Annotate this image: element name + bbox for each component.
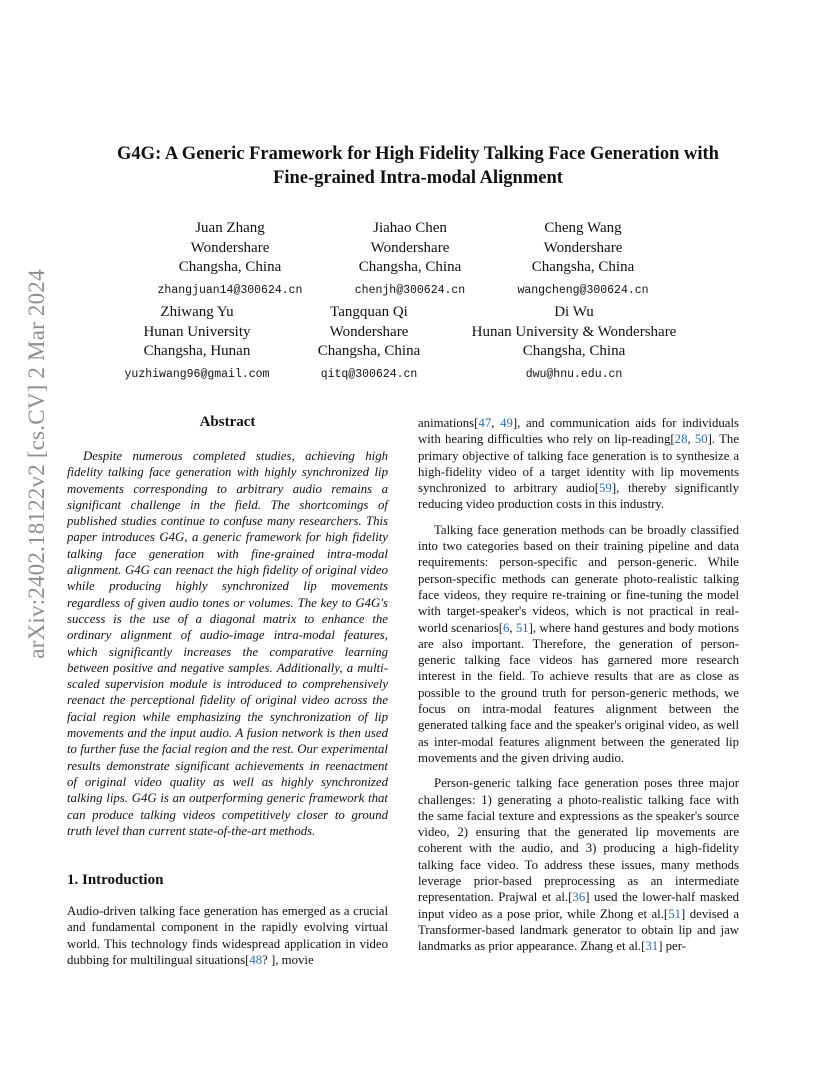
author-name: Juan Zhang [195, 220, 265, 236]
author-location: Changsha, China [531, 259, 635, 275]
author-name: Cheng Wang [544, 220, 622, 236]
citation-link[interactable]: 31 [645, 939, 659, 954]
body-text: ] per- [658, 939, 687, 954]
author-location: Changsha, China [522, 343, 626, 359]
author-email[interactable]: zhangjuan14@300624.cn [157, 283, 303, 297]
author-block [107, 303, 287, 384]
author-email[interactable]: chenjh@300624.cn [354, 283, 466, 297]
intro-text: Audio-driven talking face generation has emerged as a crucial and fundamental component in the rapidly evolving virtual world. This technology finds widespread application in video dubbing for multilingual situations[ [67, 904, 388, 967]
citation-link[interactable]: 50 [694, 432, 708, 447]
author-block [279, 303, 459, 384]
author-block [459, 303, 689, 384]
title-line-2: Fine-grained Intra-modal Alignment [273, 168, 563, 188]
author-location: Changsha, China [178, 259, 282, 275]
author-location: Changsha, Hunan [143, 343, 251, 359]
citation-link[interactable]: 48 [249, 952, 263, 967]
author-name: Di Wu [554, 304, 594, 320]
body-text: Person-generic talking face generation poses three major challenges: 1) generating a photo-realistic talking face with the same facial texture and expressions as the speaker's source video, 2) ensuring that the generated lip movements are coherent with the audio, and 3) producing a high-fidelity talking face video. To address these issues, many methods leverage prior-based preprocessing as an intermediate representation. Prajwal et al.[ [418, 776, 739, 905]
author-block [493, 219, 673, 300]
citation-link[interactable]: 51 [668, 906, 681, 921]
author-block [320, 219, 500, 300]
body-paragraph [418, 415, 739, 513]
body-text: ] devised a Transformer-based landmark generator to obtain lip and jaw landmarks as prior appearance. Zhang et al.[ [418, 906, 739, 954]
intro-paragraph [67, 903, 388, 968]
body-text: , [491, 416, 501, 430]
paper-title [60, 142, 776, 190]
author-email[interactable]: yuzhiwang96@gmail.com [124, 367, 270, 381]
author-affiliation: Wondershare [543, 239, 623, 256]
body-text: ], where hand gestures and body motions are also important. Therefore, the generation of person-generic talking face videos has garnered more research interest in the field. To achieve results that are as close as possible to the ground truth for person-generic methods, we focus on intra-modal features alignment between the generated talking face and the speaker's original video, as well as inter-modal features alignment between the generated lip movements and the given driving audio. [418, 620, 739, 765]
body-text: animations[ [418, 416, 479, 430]
body-text: Talking face generation methods can be broadly classified into two categories based on their training pipeline and data requirements: person-specific and person-generic. While person-specific methods can generate photo-realistic talking face videos, they require re-training or fine-tuning the model with target-speaker's videos, which is not practical in real-world scenarios[ [418, 522, 739, 635]
author-email[interactable]: dwu@hnu.edu.cn [525, 367, 623, 381]
body-paragraph [418, 775, 739, 954]
citation-link[interactable]: 6 [502, 620, 510, 635]
author-affiliation: Hunan University & Wondershare [471, 323, 677, 340]
body-paragraph [418, 522, 739, 766]
citation-link[interactable]: 59 [599, 481, 612, 496]
author-affiliation: Hunan University [143, 323, 251, 340]
author-location: Changsha, China [317, 343, 421, 359]
author-block [140, 219, 320, 300]
author-location: Changsha, China [358, 259, 462, 275]
title-line-1: G4G: A Generic Framework for High Fidelity Talking Face Generation with [117, 144, 719, 164]
body-text: ] used the lower-half masked input video as a pose prior, while Zhong et al.[ [418, 890, 739, 921]
arxiv-stamp [12, 269, 62, 659]
author-affiliation: Wondershare [370, 239, 450, 256]
body-text: ]. The primary objective of talking face generation is to synthesize a high-fidelity video of a target identity with lip movements synchronized to arbitrary audio[ [418, 432, 739, 496]
body-text: ], and communication aids for individuals with hearing difficulties who rely on lip-reading[ [418, 416, 739, 447]
right-column [418, 415, 739, 964]
abstract-heading: Abstract [199, 414, 256, 430]
body-text: , [509, 620, 516, 635]
citation-link[interactable]: 51 [515, 620, 529, 635]
citation-link[interactable]: 36 [572, 890, 586, 905]
citation-link[interactable]: 47 [478, 416, 492, 430]
author-email[interactable]: wangcheng@300624.cn [517, 283, 649, 297]
abstract-text: Despite numerous completed studies, achieving high fidelity talking face generation with highly synchronized lip movements corresponding to arbitrary audio remains a significant challenge in the field. The shortcomings of published studies continue to confuse many researchers. This paper introduces G4G, a generic framework for high fidelity talking face generation with fine-grained intra-modal alignment. G4G can reenact the high fidelity of original video while producing highly synchronized lip movements regardless of given audio tones or volumes. The key to G4G's success is the use of a diagonal matrix to enhance the ordinary alignment of audio-image intra-modal features, which significantly increases the comparative learning between positive and negative samples. Additionally, a multi-scaled supervision module is introduced to comprehensively reenact the perceptional fidelity of original video across the facial region while emphasizing the synchronization of lip movements and the input audio. A fusion network is then used to further fuse the facial region and the rest. Our experimental results demonstrate significant achievements in reenactment of original video quality as well as highly synchronized talking lips. G4G is an outperforming generic framework that can produce talking videos competitively closer to ground truth level than current state-of-the-art methods. [67, 449, 388, 838]
author-name: Tangquan Qi [330, 304, 408, 320]
author-affiliation: Wondershare [329, 323, 409, 340]
author-affiliation: Wondershare [190, 239, 270, 256]
author-name: Jiahao Chen [373, 220, 447, 236]
author-name: Zhiwang Yu [160, 304, 234, 320]
arxiv-id: arXiv:2402.18122v2 [cs.CV] 2 Mar 2024 [24, 269, 49, 659]
introduction-heading: 1. Introduction [67, 872, 164, 888]
body-text: ], thereby significantly reducing video production costs in this industry. [418, 481, 740, 512]
citation-link[interactable]: 28 [674, 432, 688, 447]
body-text: , [687, 432, 695, 447]
author-email[interactable]: qitq@300624.cn [320, 367, 418, 381]
citation-link[interactable]: 49 [500, 416, 513, 430]
intro-text: ? ], movie [262, 952, 314, 967]
